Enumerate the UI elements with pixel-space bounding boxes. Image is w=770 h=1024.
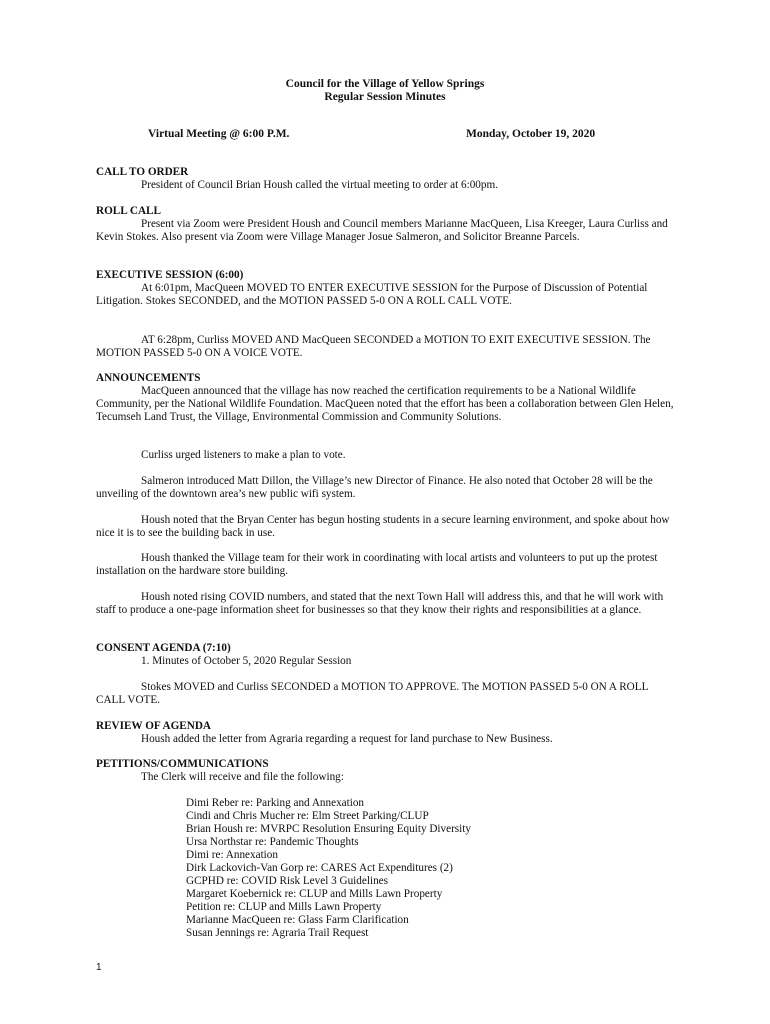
document-subtitle: Regular Session Minutes [324, 91, 446, 103]
list-item: Dimi Reber re: Parking and Annexation [186, 797, 365, 809]
list-item: Brian Housh re: MVRPC Resolution Ensuring Equity Diversity [186, 823, 471, 835]
section-text: Salmeron introduced Matt Dillon, the Village’s new Director of Finance. He also noted that October 28 will be the unveiling of the downtown area’s new public wifi system. [96, 475, 653, 500]
section-heading: CALL TO ORDER [96, 166, 189, 178]
announcements-paragraph [96, 475, 676, 501]
section-heading: ANNOUNCEMENTS [96, 372, 201, 384]
review-of-agenda-section [96, 720, 676, 746]
announcements-paragraph [96, 591, 676, 617]
list-item: Susan Jennings re: Agraria Trail Request [186, 927, 369, 939]
call-to-order-section [96, 166, 676, 192]
list-item: Ursa Northstar re: Pandemic Thoughts [186, 836, 359, 848]
document-title: Council for the Village of Yellow Springs [285, 78, 485, 90]
section-text: Housh noted that the Bryan Center has begun hosting students in a secure learning environment, and spoke about how nice it is to see the building back in use. [96, 514, 670, 539]
list-item: GCPHD re: COVID Risk Level 3 Guidelines [186, 875, 388, 887]
section-text: The Clerk will receive and file the following: [141, 771, 344, 783]
list-item: Margaret Koebernick re: CLUP and Mills Lawn Property [186, 888, 443, 900]
section-text: Housh noted rising COVID numbers, and stated that the next Town Hall will address this, and that he will work with staff to produce a one-page information sheet for businesses so that they know their rights and responsibilities at a glance. [96, 591, 664, 616]
announcements-paragraph [96, 552, 676, 578]
section-text: MacQueen announced that the village has now reached the certification requirements to be a National Wildlife Community, per the National Wildlife Foundation. MacQueen noted that the effort has been a collaboration between Glen Helen, Tecumseh Land Trust, the Village, Environmental Commission and Community Solutions. [96, 385, 674, 423]
announcements-paragraph [96, 514, 676, 540]
page-number: 1 [96, 962, 102, 973]
section-text: AT 6:28pm, Curliss MOVED AND MacQueen SECONDED a MOTION TO EXIT EXECUTIVE SESSION. The MOTION PASSED 5-0 ON A VOICE VOTE. [96, 334, 651, 359]
announcements-section [96, 372, 676, 424]
list-item: Dirk Lackovich-Van Gorp re: CARES Act Expenditures (2) [186, 862, 453, 874]
consent-agenda-item: 1. Minutes of October 5, 2020 Regular Session [141, 655, 352, 667]
list-item: Marianne MacQueen re: Glass Farm Clarification [186, 914, 409, 926]
section-text: Curliss urged listeners to make a plan to vote. [141, 449, 346, 461]
section-text: Present via Zoom were President Housh and Council members Marianne MacQueen, Lisa Kreeger, Laura Curliss and Kevin Stokes. Also present via Zoom were Village Manager Josue Salmeron, and Solicitor Breanne Parcels. [96, 218, 668, 243]
executive-session-section [96, 269, 676, 308]
section-heading: ROLL CALL [96, 205, 161, 217]
consent-agenda-paragraph [96, 681, 676, 707]
section-text: At 6:01pm, MacQueen MOVED TO ENTER EXECUTIVE SESSION for the Purpose of Discussion of Potential Litigation. Stokes SECONDED, and the MOTION PASSED 5-0 ON A ROLL CALL VOTE. [96, 282, 648, 307]
section-text: President of Council Brian Housh called the virtual meeting to order at 6:00pm. [141, 179, 498, 191]
meeting-date: Monday, October 19, 2020 [466, 128, 596, 140]
petitions-section [96, 758, 676, 784]
consent-agenda-section [96, 642, 676, 655]
section-text: Housh added the letter from Agraria regarding a request for land purchase to New Business. [141, 733, 553, 745]
list-item: Dimi re: Annexation [186, 849, 278, 861]
section-heading: REVIEW OF AGENDA [96, 720, 211, 732]
section-text: Stokes MOVED and Curliss SECONDED a MOTION TO APPROVE. The MOTION PASSED 5-0 ON A ROLL CALL VOTE. [96, 681, 648, 706]
executive-session-paragraph [96, 334, 676, 360]
announcements-paragraph [96, 449, 676, 462]
section-heading: EXECUTIVE SESSION (6:00) [96, 269, 244, 281]
list-item: Petition re: CLUP and Mills Lawn Property [186, 901, 382, 913]
section-heading: PETITIONS/COMMUNICATIONS [96, 758, 269, 770]
roll-call-section [96, 205, 676, 244]
section-heading: CONSENT AGENDA (7:10) [96, 642, 231, 654]
list-item: Cindi and Chris Mucher re: Elm Street Parking/CLUP [186, 810, 429, 822]
section-text: Housh thanked the Village team for their work in coordinating with local artists and volunteers to put up the protest installation on the hardware store building. [96, 552, 658, 577]
petitions-list [186, 797, 471, 940]
meeting-type: Virtual Meeting @ 6:00 P.M. [148, 128, 290, 140]
